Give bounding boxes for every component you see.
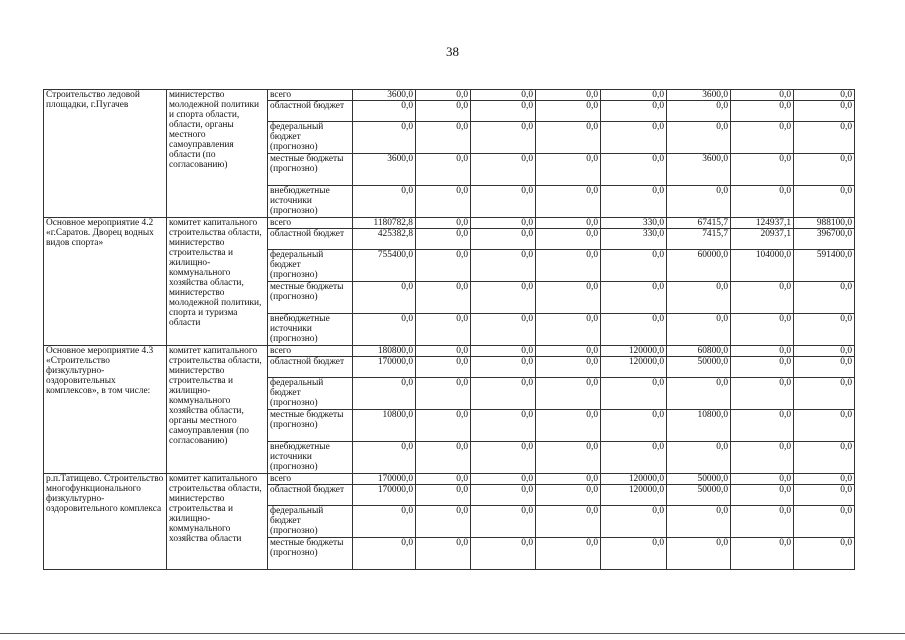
amount-cell: 0,0 bbox=[794, 101, 855, 122]
amount-cell: 0,0 bbox=[794, 410, 855, 442]
amount-cell: 0,0 bbox=[471, 101, 536, 122]
amount-cell: 170000,0 bbox=[353, 357, 416, 378]
funding-source-cell: местные бюджеты (прогнозно) bbox=[268, 154, 353, 186]
page-number: 38 bbox=[446, 44, 459, 59]
amount-cell: 0,0 bbox=[731, 538, 794, 570]
amount-cell: 0,0 bbox=[416, 154, 471, 186]
page-bottom-rule bbox=[0, 633, 905, 634]
amount-cell: 0,0 bbox=[416, 101, 471, 122]
amount-cell: 0,0 bbox=[471, 186, 536, 218]
amount-cell: 180800,0 bbox=[353, 346, 416, 357]
funding-source-cell: всего bbox=[268, 346, 353, 357]
amount-cell: 0,0 bbox=[416, 474, 471, 485]
amount-cell: 60800,0 bbox=[667, 346, 731, 357]
amount-cell: 0,0 bbox=[353, 122, 416, 154]
amount-cell: 0,0 bbox=[731, 474, 794, 485]
amount-cell: 0,0 bbox=[794, 506, 855, 538]
amount-cell: 0,0 bbox=[416, 250, 471, 282]
funding-table bbox=[43, 89, 855, 570]
amount-cell: 0,0 bbox=[536, 378, 601, 410]
amount-cell: 0,0 bbox=[536, 346, 601, 357]
amount-cell: 0,0 bbox=[794, 186, 855, 218]
event-name-cell: Основное мероприятие 4.3 «Строительство физкультурно-оздоровительных комплексов», в том числе: bbox=[44, 346, 167, 474]
amount-cell: 0,0 bbox=[601, 314, 667, 346]
amount-cell: 0,0 bbox=[471, 506, 536, 538]
table-row bbox=[44, 218, 855, 229]
amount-cell: 50000,0 bbox=[667, 474, 731, 485]
executor-cell: министерство молодежной политики и спорта области, области, органы местного самоуправления области (по согласованию) bbox=[167, 90, 268, 218]
amount-cell: 0,0 bbox=[471, 346, 536, 357]
amount-cell: 0,0 bbox=[794, 357, 855, 378]
amount-cell: 0,0 bbox=[471, 357, 536, 378]
funding-source-cell: местные бюджеты (прогнозно) bbox=[268, 410, 353, 442]
amount-cell: 0,0 bbox=[471, 314, 536, 346]
amount-cell: 591400,0 bbox=[794, 250, 855, 282]
amount-cell: 0,0 bbox=[667, 314, 731, 346]
amount-cell: 0,0 bbox=[416, 346, 471, 357]
amount-cell: 0,0 bbox=[731, 154, 794, 186]
amount-cell: 120000,0 bbox=[601, 346, 667, 357]
amount-cell: 0,0 bbox=[536, 474, 601, 485]
executor-cell: комитет капитального строительства области, министерство строительства и жилищно-коммунального хозяйства области, министерство молодежной политики, спорта и туризма области bbox=[167, 218, 268, 346]
amount-cell: 0,0 bbox=[353, 101, 416, 122]
funding-source-cell: внебюджетные источники (прогнозно) bbox=[268, 442, 353, 474]
amount-cell: 0,0 bbox=[601, 410, 667, 442]
funding-source-cell: областной бюджет bbox=[268, 485, 353, 506]
amount-cell: 170000,0 bbox=[353, 474, 416, 485]
amount-cell: 120000,0 bbox=[601, 357, 667, 378]
funding-source-cell: всего bbox=[268, 474, 353, 485]
amount-cell: 120000,0 bbox=[601, 485, 667, 506]
amount-cell: 0,0 bbox=[731, 122, 794, 154]
amount-cell: 0,0 bbox=[536, 186, 601, 218]
funding-source-cell: федеральный бюджет (прогнозно) bbox=[268, 378, 353, 410]
amount-cell: 0,0 bbox=[731, 485, 794, 506]
amount-cell: 104000,0 bbox=[731, 250, 794, 282]
amount-cell: 0,0 bbox=[794, 90, 855, 101]
amount-cell: 330,0 bbox=[601, 218, 667, 229]
amount-cell: 0,0 bbox=[471, 474, 536, 485]
executor-cell: комитет капитального строительства области, министерство строительства и жилищно-коммунального хозяйства области bbox=[167, 474, 268, 570]
amount-cell: 0,0 bbox=[601, 506, 667, 538]
amount-cell: 7415,7 bbox=[667, 229, 731, 250]
amount-cell: 3600,0 bbox=[353, 90, 416, 101]
amount-cell: 0,0 bbox=[471, 378, 536, 410]
amount-cell: 0,0 bbox=[536, 229, 601, 250]
funding-source-cell: федеральный бюджет (прогнозно) bbox=[268, 250, 353, 282]
amount-cell: 0,0 bbox=[416, 314, 471, 346]
amount-cell: 0,0 bbox=[731, 410, 794, 442]
amount-cell: 0,0 bbox=[667, 101, 731, 122]
amount-cell: 0,0 bbox=[471, 282, 536, 314]
amount-cell: 0,0 bbox=[731, 90, 794, 101]
amount-cell: 755400,0 bbox=[353, 250, 416, 282]
table-row bbox=[44, 474, 855, 485]
amount-cell: 0,0 bbox=[416, 186, 471, 218]
amount-cell: 0,0 bbox=[667, 442, 731, 474]
amount-cell: 0,0 bbox=[471, 410, 536, 442]
amount-cell: 0,0 bbox=[794, 442, 855, 474]
funding-source-cell: федеральный бюджет (прогнозно) bbox=[268, 506, 353, 538]
amount-cell: 0,0 bbox=[667, 538, 731, 570]
amount-cell: 0,0 bbox=[601, 101, 667, 122]
amount-cell: 0,0 bbox=[667, 378, 731, 410]
amount-cell: 0,0 bbox=[536, 218, 601, 229]
amount-cell: 120000,0 bbox=[601, 474, 667, 485]
amount-cell: 0,0 bbox=[536, 506, 601, 538]
amount-cell: 3600,0 bbox=[353, 154, 416, 186]
amount-cell: 0,0 bbox=[536, 250, 601, 282]
amount-cell: 396700,0 bbox=[794, 229, 855, 250]
amount-cell: 0,0 bbox=[536, 485, 601, 506]
amount-cell: 0,0 bbox=[601, 442, 667, 474]
amount-cell: 0,0 bbox=[601, 282, 667, 314]
amount-cell: 0,0 bbox=[601, 154, 667, 186]
amount-cell: 3600,0 bbox=[667, 154, 731, 186]
amount-cell: 0,0 bbox=[731, 346, 794, 357]
event-name-cell: Строительство ледовой площадки, г.Пугачев bbox=[44, 90, 167, 218]
amount-cell: 0,0 bbox=[667, 186, 731, 218]
amount-cell: 50000,0 bbox=[667, 485, 731, 506]
amount-cell: 0,0 bbox=[536, 101, 601, 122]
amount-cell: 330,0 bbox=[601, 229, 667, 250]
amount-cell: 0,0 bbox=[353, 186, 416, 218]
amount-cell: 0,0 bbox=[416, 357, 471, 378]
amount-cell: 0,0 bbox=[794, 378, 855, 410]
amount-cell: 0,0 bbox=[731, 186, 794, 218]
amount-cell: 0,0 bbox=[794, 282, 855, 314]
amount-cell: 0,0 bbox=[416, 442, 471, 474]
amount-cell: 0,0 bbox=[353, 538, 416, 570]
amount-cell: 0,0 bbox=[601, 122, 667, 154]
amount-cell: 0,0 bbox=[794, 346, 855, 357]
event-name-cell: Основное мероприятие 4.2 «г.Саратов. Дворец водных видов спорта» bbox=[44, 218, 167, 346]
amount-cell: 0,0 bbox=[794, 474, 855, 485]
amount-cell: 0,0 bbox=[794, 122, 855, 154]
amount-cell: 3600,0 bbox=[667, 90, 731, 101]
amount-cell: 0,0 bbox=[667, 282, 731, 314]
amount-cell: 0,0 bbox=[731, 282, 794, 314]
amount-cell: 0,0 bbox=[601, 538, 667, 570]
amount-cell: 0,0 bbox=[536, 282, 601, 314]
amount-cell: 50000,0 bbox=[667, 357, 731, 378]
executor-cell: комитет капитального строительства области, министерство строительства и жилищно-коммунального хозяйства области, органы местного самоуправления (по согласованию) bbox=[167, 346, 268, 474]
amount-cell: 0,0 bbox=[416, 538, 471, 570]
amount-cell: 0,0 bbox=[353, 506, 416, 538]
amount-cell: 0,0 bbox=[667, 122, 731, 154]
amount-cell: 60000,0 bbox=[667, 250, 731, 282]
amount-cell: 0,0 bbox=[536, 442, 601, 474]
amount-cell: 0,0 bbox=[416, 378, 471, 410]
amount-cell: 0,0 bbox=[471, 229, 536, 250]
amount-cell: 0,0 bbox=[536, 410, 601, 442]
amount-cell: 0,0 bbox=[536, 357, 601, 378]
amount-cell: 0,0 bbox=[601, 90, 667, 101]
table-row bbox=[44, 90, 855, 101]
amount-cell: 10800,0 bbox=[667, 410, 731, 442]
amount-cell: 0,0 bbox=[731, 506, 794, 538]
amount-cell: 0,0 bbox=[471, 122, 536, 154]
amount-cell: 0,0 bbox=[536, 314, 601, 346]
amount-cell: 0,0 bbox=[731, 378, 794, 410]
funding-source-cell: областной бюджет bbox=[268, 357, 353, 378]
amount-cell: 0,0 bbox=[601, 186, 667, 218]
amount-cell: 0,0 bbox=[416, 506, 471, 538]
amount-cell: 67415,7 bbox=[667, 218, 731, 229]
amount-cell: 0,0 bbox=[731, 101, 794, 122]
table-row bbox=[44, 346, 855, 357]
amount-cell: 1180782,8 bbox=[353, 218, 416, 229]
amount-cell: 0,0 bbox=[353, 378, 416, 410]
amount-cell: 0,0 bbox=[731, 442, 794, 474]
amount-cell: 0,0 bbox=[416, 282, 471, 314]
funding-source-cell: областной бюджет bbox=[268, 229, 353, 250]
amount-cell: 0,0 bbox=[536, 154, 601, 186]
amount-cell: 0,0 bbox=[667, 506, 731, 538]
amount-cell: 425382,8 bbox=[353, 229, 416, 250]
funding-source-cell: местные бюджеты (прогнозно) bbox=[268, 282, 353, 314]
amount-cell: 0,0 bbox=[416, 218, 471, 229]
amount-cell: 0,0 bbox=[353, 442, 416, 474]
amount-cell: 0,0 bbox=[471, 250, 536, 282]
funding-source-cell: всего bbox=[268, 218, 353, 229]
amount-cell: 0,0 bbox=[353, 314, 416, 346]
amount-cell: 0,0 bbox=[794, 485, 855, 506]
amount-cell: 0,0 bbox=[536, 122, 601, 154]
amount-cell: 0,0 bbox=[416, 229, 471, 250]
amount-cell: 0,0 bbox=[471, 442, 536, 474]
amount-cell: 0,0 bbox=[471, 154, 536, 186]
amount-cell: 988100,0 bbox=[794, 218, 855, 229]
amount-cell: 0,0 bbox=[731, 357, 794, 378]
amount-cell: 0,0 bbox=[471, 218, 536, 229]
amount-cell: 0,0 bbox=[536, 538, 601, 570]
amount-cell: 20937,1 bbox=[731, 229, 794, 250]
amount-cell: 0,0 bbox=[794, 154, 855, 186]
amount-cell: 0,0 bbox=[536, 90, 601, 101]
amount-cell: 0,0 bbox=[353, 282, 416, 314]
funding-source-cell: областной бюджет bbox=[268, 101, 353, 122]
amount-cell: 0,0 bbox=[416, 90, 471, 101]
amount-cell: 0,0 bbox=[416, 122, 471, 154]
funding-source-cell: федеральный бюджет (прогнозно) bbox=[268, 122, 353, 154]
amount-cell: 0,0 bbox=[471, 485, 536, 506]
amount-cell: 0,0 bbox=[416, 410, 471, 442]
amount-cell: 124937,1 bbox=[731, 218, 794, 229]
funding-source-cell: внебюджетные источники (прогнозно) bbox=[268, 314, 353, 346]
amount-cell: 10800,0 bbox=[353, 410, 416, 442]
amount-cell: 0,0 bbox=[601, 378, 667, 410]
amount-cell: 0,0 bbox=[471, 538, 536, 570]
amount-cell: 0,0 bbox=[794, 314, 855, 346]
funding-source-cell: внебюджетные источники (прогнозно) bbox=[268, 186, 353, 218]
funding-source-cell: местные бюджеты (прогнозно) bbox=[268, 538, 353, 570]
amount-cell: 0,0 bbox=[601, 250, 667, 282]
amount-cell: 0,0 bbox=[731, 314, 794, 346]
amount-cell: 0,0 bbox=[416, 485, 471, 506]
event-name-cell: р.п.Татищево. Строительство многофункционального физкультурно-оздоровительного комплекса bbox=[44, 474, 167, 570]
funding-source-cell: всего bbox=[268, 90, 353, 101]
amount-cell: 0,0 bbox=[471, 90, 536, 101]
amount-cell: 170000,0 bbox=[353, 485, 416, 506]
amount-cell: 0,0 bbox=[794, 538, 855, 570]
